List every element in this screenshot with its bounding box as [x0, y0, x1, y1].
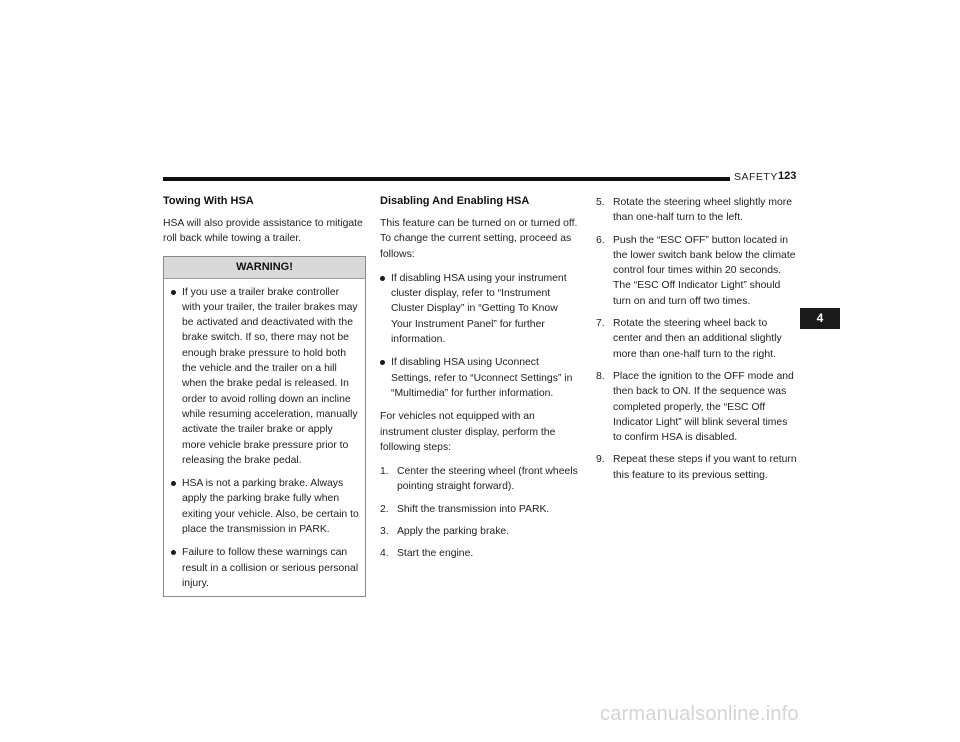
list-item: [380, 271, 580, 347]
step-item: [596, 233, 797, 309]
step-text: Apply the parking brake.: [397, 526, 510, 538]
warning-item-text: If you use a trailer brake controller with your trailer, the trailer brakes may be activated and deactivated with the brake switch. If so, there may not be enough brake pressure to hold both the vehicle and the trailer on a hill when the brake pedal is released. In order to avoid rolling down an incline while resuming acceleration, manually activate the trailer brake or apply more vehicle brake pressure prior to releasing the brake pedal.: [182, 286, 358, 466]
step-item: [380, 502, 580, 517]
steps-intro: For vehicles not equipped with an instrument cluster display, perform the following steps:: [380, 411, 556, 453]
running-header-section: SAFETY: [734, 171, 778, 183]
bullet-icon: [171, 550, 176, 555]
list-item: [380, 355, 580, 401]
step-item: [596, 316, 797, 362]
heading-towing-with-hsa: Towing With HSA: [163, 195, 254, 207]
step-number: 4.: [380, 548, 389, 560]
step-item: [380, 546, 580, 561]
warning-item-text: HSA is not a parking brake. Always apply the parking brake fully when exiting your vehicle. Also, be certain to place the transmission in PARK.: [182, 478, 359, 536]
step-text: Rotate the steering wheel back to center and then an additional slightly more than one-half turn to the right.: [613, 318, 782, 360]
warning-item: [171, 545, 359, 591]
warning-box: [163, 256, 366, 598]
list-item-text: If disabling HSA using your instrument cluster display, refer to “Instrument Cluster Display” in “Getting To Know Your Instrument Panel” for further information.: [391, 272, 567, 346]
disabling-intro: This feature can be turned on or turned off. To change the current setting, proceed as follows:: [380, 218, 578, 260]
step-item: [596, 195, 797, 226]
header-rule: [163, 177, 730, 181]
step-text: Center the steering wheel (front wheels pointing straight forward).: [397, 466, 578, 493]
bullet-icon: [171, 290, 176, 295]
step-text: Repeat these steps if you want to return this feature to its previous setting.: [613, 454, 797, 481]
column-1: [163, 195, 366, 597]
step-number: 2.: [380, 503, 389, 515]
step-item: [596, 452, 797, 483]
step-number: 3.: [380, 526, 389, 538]
chapter-tab: 4: [800, 308, 840, 329]
step-number: 7.: [596, 318, 605, 330]
step-item: [596, 369, 797, 445]
step-item: [380, 464, 580, 495]
warning-item-text: Failure to follow these warnings can result in a collision or serious personal injury.: [182, 547, 359, 589]
bullet-icon: [171, 481, 176, 486]
towing-intro: HSA will also provide assistance to mitigate roll back while towing a trailer.: [163, 218, 363, 245]
warning-body: [164, 279, 365, 592]
step-number: 6.: [596, 234, 605, 246]
warning-item: [171, 476, 359, 537]
list-item-text: If disabling HSA using Uconnect Settings, refer to “Uconnect Settings” in “Multimedia” for further information.: [391, 357, 573, 399]
step-number: 1.: [380, 466, 389, 478]
bullet-icon: [380, 276, 385, 281]
page-number: 123: [778, 170, 797, 182]
step-number: 5.: [596, 197, 605, 208]
warning-title: WARNING!: [164, 257, 365, 279]
step-item: [380, 524, 580, 539]
warning-item: [171, 285, 359, 469]
step-text: Place the ignition to the OFF mode and then back to ON. If the sequence was completed properly, the “ESC Off Indicator Light” will blink several times to confirm HSA is disabled.: [613, 370, 794, 444]
step-text: Start the engine.: [397, 548, 474, 560]
column-3: [596, 195, 797, 490]
step-text: Rotate the steering wheel slightly more than one-half turn to the left.: [613, 197, 793, 224]
step-number: 8.: [596, 370, 605, 382]
heading-disabling-enabling-hsa: Disabling And Enabling HSA: [380, 195, 530, 207]
step-number: 9.: [596, 454, 605, 466]
step-text: Shift the transmission into PARK.: [397, 503, 550, 515]
watermark: carmanualsonline.info: [600, 703, 799, 725]
column-2: [380, 195, 580, 569]
step-text: Push the “ESC OFF” button located in the lower switch bank below the climate control four times within 20 seconds. The “ESC Off Indicator Light” should turn on and turn off two times.: [613, 234, 796, 307]
bullet-icon: [380, 360, 385, 365]
